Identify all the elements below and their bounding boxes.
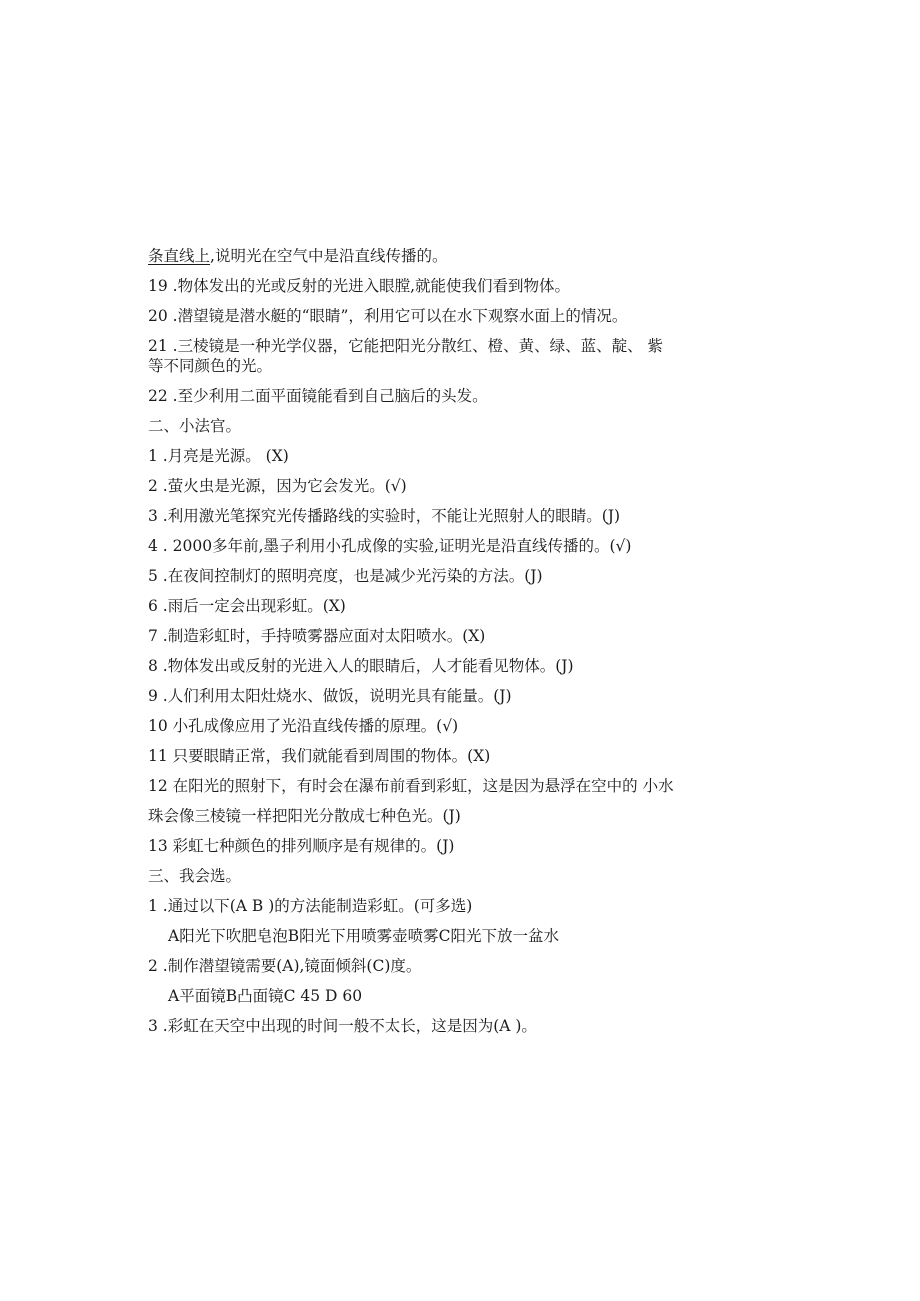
- text-line: 珠会像三棱镜一样把阳光分散成七种色光。(J): [148, 807, 461, 825]
- text-line: 等不同颜色的光。: [148, 357, 273, 375]
- text-line: 1 .通过以下(A B )的方法能制造彩虹。(可多选): [148, 897, 473, 915]
- text-line: 4 . 2000多年前,墨子利用小孔成像的实验,证明光是沿直线传播的。(√): [148, 537, 632, 555]
- text-line: 21 .三棱镜是一种光学仪器，它能把阳光分散红、橙、黄、绿、蓝、靛、 紫: [148, 337, 664, 355]
- text-line: 条直线上,说明光在空气中是沿直线传播的。: [148, 247, 448, 265]
- text-line: 22 .至少利用二面平面镜能看到自己脑后的头发。: [148, 387, 488, 405]
- text-line: 3 .彩虹在天空中出现的时间一般不太长，这是因为(A )。: [148, 1017, 537, 1035]
- text-line: 3 .利用激光笔探究光传播路线的实验时，不能让光照射人的眼睛。(J): [148, 507, 621, 525]
- section-heading: 二、小法官。: [148, 417, 242, 435]
- text-line: 11 只要眼睛正常，我们就能看到周围的物体。(X): [148, 747, 491, 765]
- text-line: 12 在阳光的照射下，有时会在瀑布前看到彩虹，这是因为悬浮在空中的 小水: [148, 777, 674, 795]
- document-body: [148, 246, 768, 1036]
- text-line: 7 .制造彩虹时，手持喷雾器应面对太阳喷水。(X): [148, 627, 486, 645]
- text-line: 20 .潜望镜是潜水艇的“眼睛”，利用它可以在水下观察水面上的情况。: [148, 307, 628, 325]
- option-line: A阳光下吹肥皂泡B阳光下用喷雾壶喷雾C阳光下放一盆水: [168, 927, 559, 945]
- text-line: 2 .萤火虫是光源，因为它会发光。(√): [148, 477, 407, 495]
- text-line: 19 .物体发出的光或反射的光进入眼膛,就能使我们看到物体。: [148, 277, 571, 295]
- text-line: 10 小孔成像应用了光沿直线传播的原理。(√): [148, 717, 459, 735]
- text-line: 13 彩虹七种颜色的排列顺序是有规律的。(J): [148, 837, 455, 855]
- text-line: 5 .在夜间控制灯的照明亮度，也是减少光污染的方法。(J): [148, 567, 543, 585]
- section-heading: 三、我会选。: [148, 867, 242, 885]
- text-line: 1 .月亮是光源。 (X): [148, 447, 289, 465]
- text-line: 9 .人们利用太阳灶烧水、做饭，说明光具有能量。(J): [148, 687, 512, 705]
- text-line: 2 .制作潜望镜需要(A),镜面倾斜(C)度。: [148, 957, 422, 975]
- option-line: A平面镜B凸面镜C 45 D 60: [168, 987, 363, 1005]
- underlined-fragment: 条直线上: [148, 247, 211, 265]
- text-line: 8 .物体发出或反射的光进入人的眼睛后，人才能看见物体。(J): [148, 657, 574, 675]
- text-line: 6 .雨后一定会出现彩虹。(X): [148, 597, 346, 615]
